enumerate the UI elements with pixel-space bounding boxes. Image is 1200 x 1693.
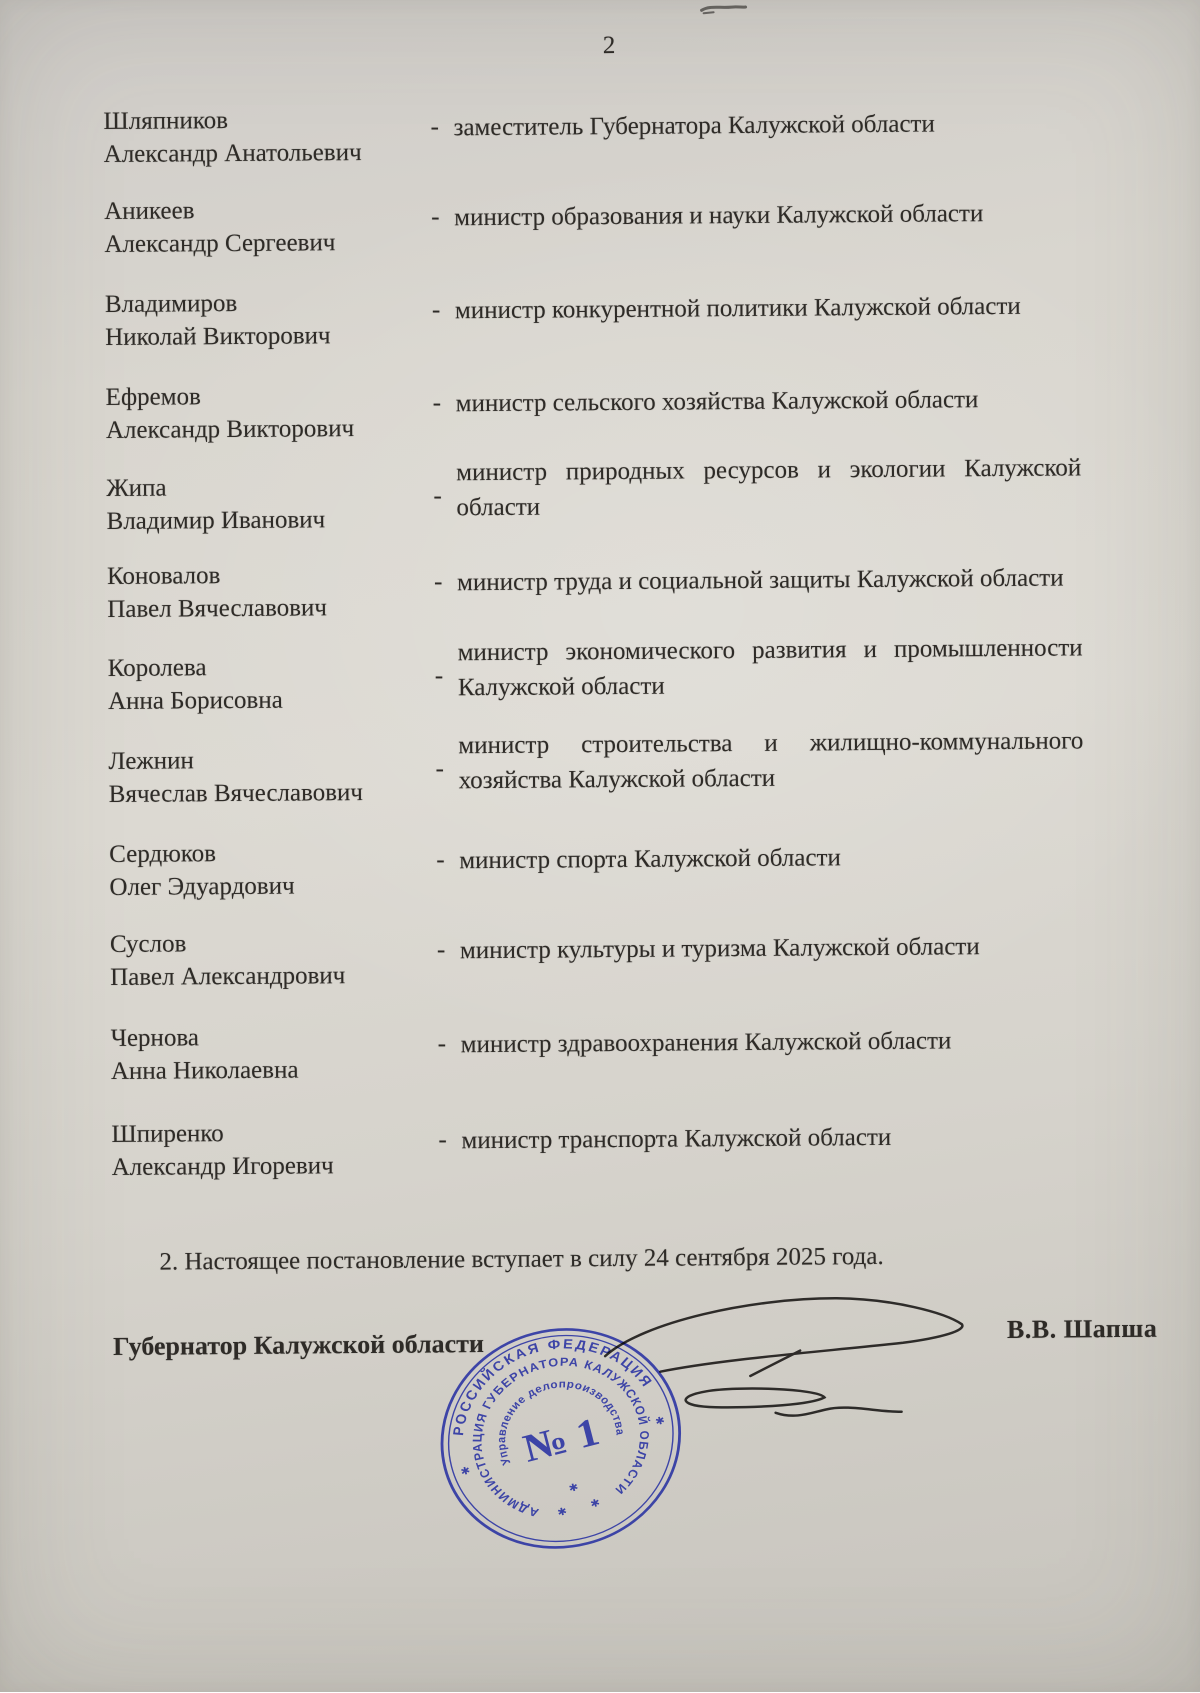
list-item bbox=[107, 634, 1094, 732]
official-position: министр культуры и туризма Калужской области bbox=[459, 933, 980, 965]
signature-icon bbox=[585, 1287, 986, 1435]
list-item bbox=[104, 187, 1090, 275]
official-name: Суслов Павел Александрович bbox=[109, 930, 346, 991]
official-name: Коновалов Павел Вячеславович bbox=[106, 562, 328, 624]
official-name: Аникеев Александр Сергеевич bbox=[104, 197, 336, 259]
dash-separator: - bbox=[431, 203, 440, 231]
list-item bbox=[103, 97, 1089, 185]
stamp-star-icon: ✱ bbox=[556, 1505, 569, 1520]
official-position: министр строительства и жилищно-коммунального хозяйства Калужской области bbox=[458, 727, 1084, 795]
official-position: заместитель Губернатора Калужской области bbox=[453, 110, 935, 142]
list-item bbox=[111, 1014, 1097, 1102]
dash-separator: - bbox=[434, 662, 444, 690]
dash-separator: - bbox=[431, 296, 441, 324]
dash-separator: - bbox=[433, 482, 442, 510]
list-item bbox=[108, 727, 1094, 825]
svg-text:РОССИЙСКАЯ ФЕДЕРАЦИЯ: РОССИЙСКАЯ ФЕДЕРАЦИЯ bbox=[449, 1335, 657, 1437]
dash-separator: - bbox=[430, 113, 439, 141]
dash-separator: - bbox=[432, 389, 442, 417]
official-position: министр спорта Калужской области bbox=[459, 844, 841, 875]
official-position: министр экономического развития и промышленности Калужской области bbox=[457, 634, 1083, 702]
list-item bbox=[105, 280, 1091, 368]
official-position: министр конкурентной политики Калужской области bbox=[454, 292, 1021, 325]
dash-separator: - bbox=[436, 936, 446, 964]
official-name: Владимиров Николай Викторович bbox=[104, 289, 331, 352]
list-item bbox=[111, 1110, 1097, 1198]
pen-mark-icon bbox=[700, 1, 748, 19]
official-name: Шляпников Александр Анатольевич bbox=[103, 107, 362, 169]
stamp-star-icon: ✱ bbox=[654, 1414, 667, 1429]
official-position: министр транспорта Калужской области bbox=[461, 1123, 892, 1155]
official-position: министр природных ресурсов и экологии Калужской области bbox=[456, 454, 1082, 522]
closing-paragraph: 2. Настоящее постановление вступает в силу 24 сентября 2025 года. bbox=[159, 1242, 884, 1276]
list-item bbox=[110, 920, 1096, 1008]
stamp-number: № 1 bbox=[518, 1409, 604, 1472]
list-item bbox=[105, 373, 1091, 461]
page-number: 2 bbox=[602, 31, 616, 60]
official-name: Ефремов Александр Викторович bbox=[105, 383, 355, 445]
official-name: Лежнин Вячеслав Вячеславович bbox=[108, 747, 364, 808]
official-name: Шпиренко Александр Игоревич bbox=[111, 1120, 334, 1181]
official-position: министр здравоохранения Калужской области bbox=[460, 1027, 952, 1059]
official-position: министр труда и социальной защиты Калужской области bbox=[456, 564, 1064, 597]
official-position: министр образования и науки Калужской области bbox=[454, 200, 984, 232]
official-position: министр сельского хозяйства Калужской области bbox=[455, 386, 979, 418]
list-item bbox=[107, 552, 1093, 640]
stamp-star-icon: ✱ bbox=[567, 1481, 580, 1495]
signatory-name: В.В. Шапша bbox=[1006, 1313, 1158, 1344]
official-name: Жипа Владимир Иванович bbox=[106, 474, 326, 536]
official-name: Чернова Анна Николаевна bbox=[110, 1024, 299, 1085]
dash-separator: - bbox=[438, 1126, 447, 1154]
dash-separator: - bbox=[437, 1030, 447, 1058]
stamp-star-icon: ✱ bbox=[589, 1497, 602, 1511]
dash-separator: - bbox=[435, 755, 444, 783]
official-name: Сердюков Олег Эдуардович bbox=[109, 840, 295, 901]
official-name: Королева Анна Борисовна bbox=[107, 654, 283, 715]
list-item bbox=[109, 830, 1095, 918]
svg-text:Управление делопроизводства: Управление делопроизводства bbox=[495, 1378, 626, 1467]
list-item bbox=[106, 454, 1092, 552]
dash-separator: - bbox=[436, 846, 445, 874]
svg-text:АДМИНИСТРАЦИЯ ГУБЕРНАТОРА КАЛУ: АДМИНИСТРАЦИЯ ГУБЕРНАТОРА КАЛУЖСКОЙ ОБЛАСТИ bbox=[469, 1355, 652, 1520]
signatory-title: Губернатор Калужской области bbox=[112, 1329, 485, 1361]
stamp-star-icon: ✱ bbox=[459, 1464, 472, 1479]
dash-separator: - bbox=[433, 568, 443, 596]
